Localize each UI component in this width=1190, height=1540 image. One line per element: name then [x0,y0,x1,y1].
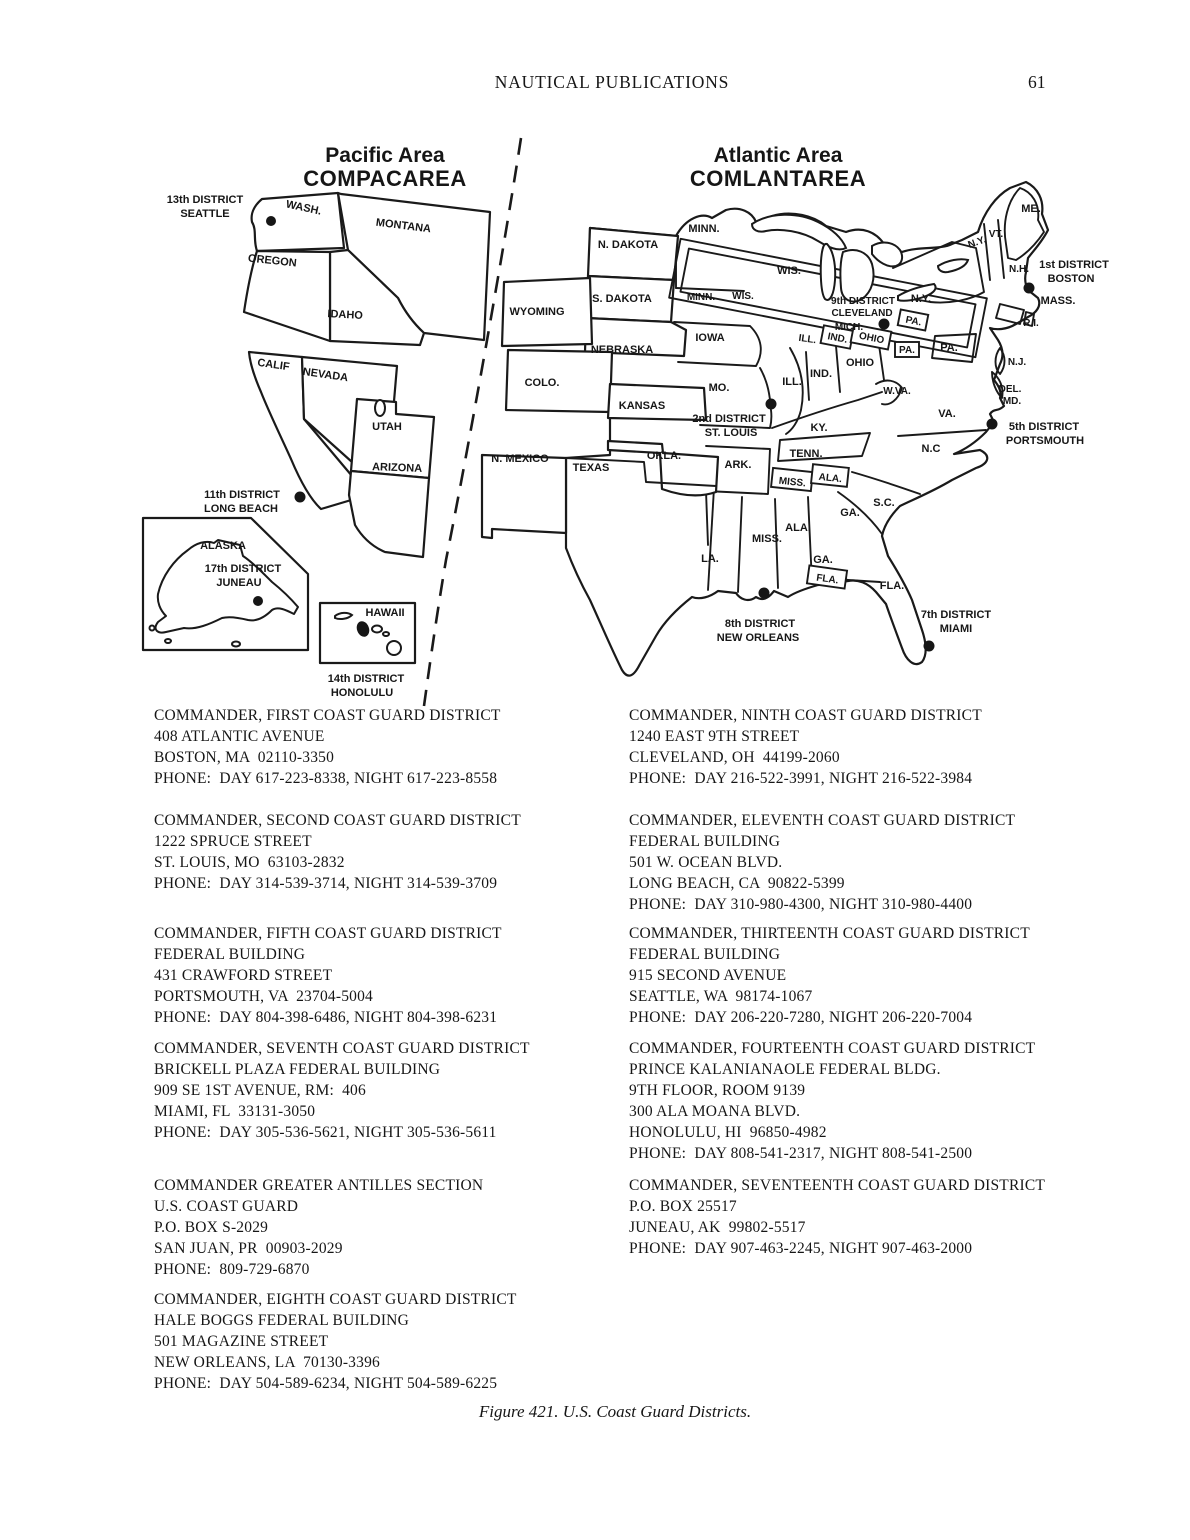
state-label-south-carolina: S.C. [873,497,895,509]
greater-antilles-address-block [154,1175,634,1280]
state-label-kansas: KANSAS [618,400,666,412]
district-2-dot [766,399,777,410]
address-line: LONG BEACH, CA 90822-5399 [629,875,845,892]
state-label-wyoming: WYOMING [509,306,565,318]
district-13-dot [266,216,276,226]
state-label-north-dakota: N. DAKOTA [597,239,659,251]
district-13-address-block [629,923,1109,1028]
state-label-virginia: VA. [938,408,956,420]
atlantic-area-code: COMLANTAREA [689,166,867,191]
great-salt-lake [375,400,385,416]
district-8-city: NEW ORLEANS [716,632,800,644]
address-line: PHONE: DAY 504-589-6234, NIGHT 504-589-6225 [154,1375,498,1392]
district-1-label: 1st DISTRICT [1039,259,1109,271]
address-line: COMMANDER, SECOND COAST GUARD DISTRICT [154,812,521,829]
district-7-city: MIAMI [939,623,973,635]
district-13-label: 13th DISTRICT [166,194,244,206]
address-line: ST. LOUIS, MO 63103-2832 [154,854,345,871]
hawaii-island [387,641,401,655]
district-17-address-block [629,1175,1109,1259]
state-label-washington: WASH. [284,198,323,218]
district-8-address-block [154,1289,634,1394]
state-new-mexico [482,455,566,538]
state-label-texas: TEXAS [572,462,610,474]
district-2-label: 2nd DISTRICT [692,413,766,425]
kodiak-island [232,642,240,647]
state-label-arizona: ARIZONA [371,461,423,475]
address-line: PHONE: DAY 314-539-3714, NIGHT 314-539-3709 [154,875,498,892]
address-line: FEDERAL BUILDING [629,946,781,963]
address-line: MIAMI, FL 33131-3050 [154,1103,316,1120]
state-label-maryland: MD. [1002,396,1022,407]
state-label-missouri: MO. [708,382,730,394]
state-label-new-york: N.Y. [910,293,932,305]
aleutian-island [165,639,171,643]
address-line: PHONE: DAY 808-541-2317, NIGHT 808-541-2500 [629,1145,973,1162]
district-14-address-block [629,1038,1109,1164]
address-line: JUNEAU, AK 99802-5517 [629,1219,806,1236]
address-line: PHONE: DAY 206-220-7280, NIGHT 206-220-7004 [629,1009,973,1026]
district-11-label: 11th DISTRICT [204,489,280,501]
pacific-map-group [143,193,490,699]
box-label-mississippi: MISS. [778,475,807,490]
district-11-dot [295,492,306,503]
state-label-south-dakota: S. DAKOTA [592,293,652,305]
address-line: COMMANDER GREATER ANTILLES SECTION [154,1177,484,1194]
michigan-mitten [840,250,873,301]
state-label-florida: FLA. [879,580,905,592]
state-label-indiana: IND. [810,368,832,380]
state-label-wisconsin: WIS. [777,265,801,277]
coast-guard-districts-map [0,0,1190,710]
state-label-pennsylvania: PA. [940,342,958,354]
address-line: 501 W. OCEAN BLVD. [629,854,783,871]
district-5-label: 5th DISTRICT [1008,421,1080,433]
address-line: HALE BOGGS FEDERAL BUILDING [154,1312,409,1329]
district-17-city: JUNEAU [216,577,262,589]
address-line: PHONE: DAY 907-463-2245, NIGHT 907-463-2000 [629,1240,973,1257]
state-label-new-jersey: N.J. [1007,357,1027,368]
address-line: 1222 SPRUCE STREET [154,833,312,850]
district-7-dot [924,641,935,652]
state-label-michigan: MICH. [834,322,864,333]
address-line: NEW ORLEANS, LA 70130-3396 [154,1354,380,1371]
district-9-dot [879,319,890,330]
district-2-city: ST. LOUIS [704,427,758,439]
state-label-utah: UTAH [372,421,402,433]
hawaii-island [372,626,382,633]
state-label-nebraska: NEBRASKA [590,344,654,356]
address-line: SEATTLE, WA 98174-1067 [629,988,813,1005]
state-label-alabama: ALA. [785,522,811,534]
band-label-ohio: OHIO [857,330,886,347]
state-label-vermont: VT. [988,229,1004,240]
address-line: PHONE: DAY 310-980-4300, NIGHT 310-980-4400 [629,896,973,913]
address-line: 431 CRAWFORD STREET [154,967,333,984]
state-label-oregon: OREGON [247,252,298,270]
address-line: COMMANDER, FIRST COAST GUARD DISTRICT [154,707,501,724]
address-line: FEDERAL BUILDING [154,946,306,963]
address-line: COMMANDER, EIGHTH COAST GUARD DISTRICT [154,1291,517,1308]
address-line: PRINCE KALANIANAOLE FEDERAL BLDG. [629,1061,941,1078]
district-8-dot [759,588,770,599]
state-label-mississippi: MISS. [752,533,782,545]
address-line: COMMANDER, FOURTEENTH COAST GUARD DISTRICT [629,1040,1036,1057]
band-label-indiana: IND. [826,331,849,346]
district-14-city: HONOLULU [330,687,394,699]
address-line: PHONE: 809-729-6870 [154,1261,310,1278]
state-label-pennsylvania-small: PA. [899,345,915,356]
address-line: COMMANDER, THIRTEENTH COAST GUARD DISTRICT [629,925,1030,942]
address-line: COMMANDER, FIFTH COAST GUARD DISTRICT [154,925,502,942]
state-label-rhode-island: R.I. [1023,318,1039,329]
state-label-colorado: COLO. [524,377,560,389]
district-9-city: CLEVELAND [831,308,893,319]
state-label-california: CALIF [256,356,291,374]
address-line: HONOLULU, HI 96850-4982 [629,1124,827,1141]
address-line: CLEVELAND, OH 44199-2060 [629,749,840,766]
address-line: FEDERAL BUILDING [629,833,781,850]
address-line: SAN JUAN, PR 00903-2029 [154,1240,343,1257]
box-label-alabama: ALA. [818,471,843,486]
state-label-massachusetts: MASS. [1040,295,1076,307]
district-8-label: 8th DISTRICT [724,618,796,630]
state-label-new-mexico: N. MEXICO [491,453,549,465]
district-17-label: 17th DISTRICT [204,563,282,575]
district-2-address-block [154,810,634,894]
address-line: BRICKELL PLAZA FEDERAL BUILDING [154,1061,441,1078]
district-11-city: LONG BEACH [204,503,278,515]
address-line: BOSTON, MA 02110-3350 [154,749,335,766]
atlantic-map-group [482,182,1109,676]
address-line: 909 SE 1ST AVENUE, RM: 406 [154,1082,366,1099]
state-north-dakota [588,228,678,280]
band-label-illinois: ILL. [797,332,817,347]
address-line: COMMANDER, SEVENTH COAST GUARD DISTRICT [154,1040,530,1057]
address-line: PHONE: DAY 617-223-8338, NIGHT 617-223-8558 [154,770,498,787]
address-line: 9TH FLOOR, ROOM 9139 [629,1082,806,1099]
address-line: 915 SECOND AVENUE [629,967,787,984]
address-line: COMMANDER, ELEVENTH COAST GUARD DISTRICT [629,812,1016,829]
state-label-nevada: NEVADA [301,365,349,385]
box-label-florida: FLA. [815,572,840,587]
page-number: 61 [1028,72,1046,92]
address-line: P.O. BOX S-2029 [154,1219,269,1236]
address-line: P.O. BOX 25517 [629,1198,737,1215]
address-line: 408 ATLANTIC AVENUE [154,728,325,745]
state-label-tennessee: TENN. [789,448,823,460]
pacific-area-code: COMPACAREA [303,166,467,191]
state-label-oklahoma: OKLA. [646,450,682,462]
district-9-label: 9th DISTRICT [831,296,895,307]
state-label-montana: MONTANA [375,216,432,236]
address-line: 1240 EAST 9TH STREET [629,728,800,745]
address-line: U.S. COAST GUARD [154,1198,299,1215]
state-label-hawaii: HAWAII [365,607,405,619]
address-line: COMMANDER, SEVENTEENTH COAST GUARD DISTRICT [629,1177,1046,1194]
state-label-new-hampshire: N.H. [1009,264,1029,275]
district-14-label: 14th DISTRICT [327,673,405,685]
state-label-iowa: IOWA [695,332,725,344]
state-label-illinois: ILL. [782,376,802,388]
district-17-dot [253,596,263,606]
state-label-arkansas: ARK. [724,459,752,471]
band-label-minnesota: MINN. [686,292,716,303]
band-label-pennsylvania: PA. [904,314,923,329]
district-7-label: 7th DISTRICT [920,609,992,621]
district-7-address-block [154,1038,634,1143]
state-arizona [349,471,429,557]
district-1-dot [1024,283,1035,294]
state-label-minnesota: MINN. [688,223,720,235]
address-line: PORTSMOUTH, VA 23704-5004 [154,988,374,1005]
address-line: PHONE: DAY 804-398-6486, NIGHT 804-398-6231 [154,1009,498,1026]
state-label-georgia-upper: GA. [840,507,860,519]
state-label-idaho: IDAHO [327,308,364,322]
atlantic-area-title: Atlantic Area [713,144,843,167]
district-13-city: SEATTLE [180,208,230,220]
district-1-address-block [154,705,634,789]
pacific-area-title: Pacific Area [325,144,445,167]
state-label-maine: ME. [1021,203,1041,215]
hawaii-island [383,632,389,636]
district-9-address-block [629,705,1109,789]
address-line: 300 ALA MOANA BLVD. [629,1103,801,1120]
district-5-address-block [154,923,634,1028]
aleutian-island [150,626,155,631]
band-label-wisconsin: WIS. [732,291,754,302]
state-label-kentucky: KY. [810,422,828,434]
state-label-louisiana: LA. [701,553,719,565]
page-title: NAUTICAL PUBLICATIONS [494,72,730,92]
district-5-city: PORTSMOUTH [1005,435,1085,447]
state-label-west-virginia: W.VA. [883,386,911,397]
address-line: PHONE: DAY 305-536-5621, NIGHT 305-536-5611 [154,1124,497,1141]
address-line: PHONE: DAY 216-522-3991, NIGHT 216-522-3984 [629,770,973,787]
state-label-delaware: DEL. [998,384,1022,395]
district-5-dot [987,419,998,430]
address-line: 501 MAGAZINE STREET [154,1333,329,1350]
state-label-alaska: ALASKA [200,540,246,552]
address-line: COMMANDER, NINTH COAST GUARD DISTRICT [629,707,982,724]
state-label-ohio: OHIO [845,357,875,369]
state-label-georgia: GA. [813,554,833,566]
district-1-city: BOSTON [1047,273,1095,285]
district-11-address-block [629,810,1109,915]
figure-caption: Figure 421. U.S. Coast Guard Districts. [478,1402,752,1421]
state-label-new-york-ne: N.Y. [966,234,988,251]
state-label-north-carolina: N.C [921,443,941,455]
